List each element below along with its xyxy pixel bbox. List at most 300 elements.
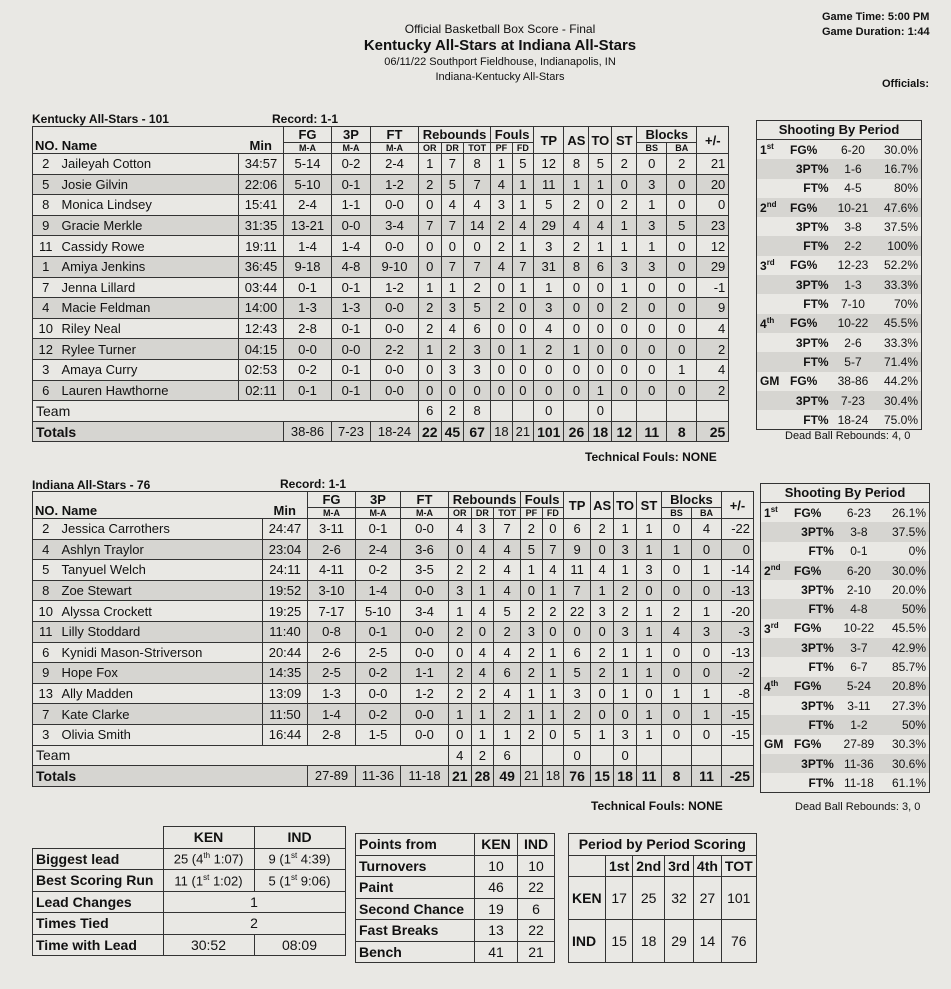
stat-ft: 1-2 — [401, 683, 449, 704]
stat-tot: 7 — [464, 256, 491, 277]
shooting-period — [761, 599, 794, 618]
shooting-made-attempted: 2-2 — [832, 236, 875, 255]
stat-dr: 5 — [441, 174, 464, 195]
stat-bs: 4 — [661, 621, 691, 642]
shooting-period — [757, 179, 790, 198]
shooting-period — [757, 294, 790, 313]
stat-tot: 3 — [464, 339, 491, 360]
stat-st: 1 — [636, 642, 661, 663]
stat-pm: 4 — [697, 318, 729, 339]
shooting-percentage: 33.3% — [874, 275, 921, 294]
rebounds-header: Rebounds — [419, 127, 491, 143]
team-fd — [512, 401, 533, 422]
report-header — [0, 22, 951, 85]
player-number: 2 — [33, 154, 59, 175]
shooting-label: FT% — [794, 599, 837, 618]
stat-pf: 3 — [521, 621, 542, 642]
stat-dr: 7 — [441, 154, 464, 175]
stat-to: 2 — [614, 601, 637, 622]
stat-ba: 0 — [691, 580, 721, 601]
stat-as: 2 — [591, 519, 614, 540]
stat-p3: 0-1 — [332, 359, 371, 380]
player-row — [33, 519, 754, 540]
stat-pm: -15 — [721, 724, 753, 745]
stat-or: 2 — [449, 621, 472, 642]
stat-pm: 2 — [697, 339, 729, 360]
stat-to: 1 — [589, 174, 612, 195]
stat-as: 4 — [591, 560, 614, 581]
player-name: Riley Neal — [59, 318, 239, 339]
total-fg: 27-89 — [308, 766, 356, 787]
total-pf: 21 — [521, 766, 542, 787]
stat-fd: 1 — [512, 277, 533, 298]
stat-bs: 0 — [637, 380, 667, 401]
player-number: 6 — [33, 642, 59, 663]
shooting-percentage: 27.3% — [891, 698, 926, 713]
fouls-header: Fouls — [491, 127, 534, 143]
shooting-made-attempted: 0-1 — [850, 544, 868, 559]
shooting-made-attempted: 6-20 — [837, 561, 881, 580]
stat-pm: 4 — [697, 359, 729, 380]
shooting-percentage: 45.5% — [891, 621, 926, 636]
team-as — [591, 745, 614, 766]
stat-ba: 0 — [691, 663, 721, 684]
total-bs: 11 — [637, 421, 667, 442]
stat-ft: 0-0 — [371, 359, 419, 380]
period-scoring-title: Period by Period Scoring — [569, 834, 757, 856]
stat-ft: 1-1 — [401, 663, 449, 684]
player-name: Jenna Lillard — [59, 277, 239, 298]
stat-dr: 2 — [471, 683, 494, 704]
stat-fg: 2-6 — [308, 642, 356, 663]
stat-p3: 0-2 — [332, 154, 371, 175]
stat-dr: 2 — [471, 560, 494, 581]
ft-ma-header: M-A — [401, 508, 449, 519]
shooting-label: FG% — [794, 677, 837, 696]
stat-min: 24:11 — [263, 560, 308, 581]
player-name: Kynidi Mason-Striverson — [59, 642, 263, 663]
stat-min: 34:57 — [239, 154, 284, 175]
points-from-row — [356, 941, 555, 963]
player-row — [33, 724, 754, 745]
team-st — [636, 745, 661, 766]
player-number: 7 — [33, 704, 59, 725]
indiana-shooting-by-period — [760, 483, 930, 793]
period-score: 17 — [606, 877, 633, 920]
points-from-ind: 22 — [518, 877, 555, 899]
p3-ma-header: M-A — [356, 508, 401, 519]
stat-st: 1 — [612, 277, 637, 298]
shooting-percentage: 85.7% — [891, 660, 926, 675]
player-name: Zoe Stewart — [59, 580, 263, 601]
stat-to: 3 — [614, 621, 637, 642]
points-from-ind: 6 — [518, 898, 555, 920]
stat-dr: 7 — [441, 215, 464, 236]
stat-fg: 5-10 — [284, 174, 332, 195]
stat-min: 23:04 — [263, 539, 308, 560]
stat-tp: 1 — [534, 277, 564, 298]
shooting-percentage: 26.1% — [891, 505, 926, 520]
stat-pf: 5 — [521, 539, 542, 560]
stat-tp: 9 — [564, 539, 591, 560]
stat-dr: 1 — [471, 704, 494, 725]
player-row — [33, 539, 754, 560]
points-from-title: Points from — [356, 834, 475, 856]
player-number: 8 — [33, 580, 59, 601]
stat-to: 0 — [589, 195, 612, 216]
points-from-ind: 22 — [518, 920, 555, 942]
total-bs: 8 — [661, 766, 691, 787]
period-suffix: nd — [766, 200, 777, 210]
stat-min: 03:44 — [239, 277, 284, 298]
shooting-percentage: 44.2% — [883, 374, 918, 389]
stat-tp: 0 — [534, 380, 564, 401]
shooting-row — [757, 352, 921, 371]
stat-dr: 0 — [471, 621, 494, 642]
game-duration: Game Duration: 1:44 — [822, 26, 930, 38]
player-name: Josie Gilvin — [59, 174, 239, 195]
shooting-label: FG% — [790, 258, 818, 273]
stat-pm: -14 — [721, 560, 753, 581]
stat-to: 3 — [614, 539, 637, 560]
player-name: Kate Clarke — [59, 704, 263, 725]
stat-as: 4 — [564, 215, 589, 236]
player-number: 1 — [33, 256, 59, 277]
total-fd: 18 — [542, 766, 563, 787]
shooting-percentage: 20.8% — [881, 677, 929, 696]
plus-minus-header: +/- — [697, 127, 729, 154]
points-from-ind: 10 — [518, 855, 555, 877]
points-from-row — [356, 855, 555, 877]
player-number: 4 — [33, 539, 59, 560]
stat-st: 0 — [612, 339, 637, 360]
shooting-row — [761, 542, 929, 561]
to-header: TO — [614, 492, 637, 519]
stat-p3: 5-10 — [356, 601, 401, 622]
officials-label: Officials: — [882, 78, 930, 90]
shooting-percentage: 20.0% — [891, 582, 926, 597]
stat-or: 0 — [419, 236, 442, 257]
total-as: 15 — [591, 766, 614, 787]
team-st — [612, 401, 637, 422]
stat-dr: 0 — [441, 380, 464, 401]
stat-to: 1 — [614, 519, 637, 540]
shooting-percentage: 42.9% — [881, 638, 929, 657]
player-number: 4 — [33, 298, 59, 319]
stat-or: 1 — [449, 704, 472, 725]
shooting-period — [757, 140, 790, 159]
stat-as: 0 — [591, 539, 614, 560]
shooting-row — [757, 333, 921, 352]
period-team-row — [569, 877, 757, 920]
shooting-title: Shooting By Period — [761, 484, 929, 503]
shooting-row — [761, 677, 929, 696]
kentucky-dead-ball-rebounds: Dead Ball Rebounds: 4, 0 — [785, 430, 911, 442]
stat-dr: 2 — [441, 339, 464, 360]
pf-header: PF — [491, 143, 512, 154]
shooting-row — [761, 522, 929, 541]
stat-tp: 5 — [564, 724, 591, 745]
shooting-period — [761, 580, 794, 599]
shooting-made-attempted: 3-8 — [837, 522, 881, 541]
stat-or: 1 — [419, 339, 442, 360]
ft-ma-header: M-A — [371, 143, 419, 154]
total-dr: 45 — [441, 421, 464, 442]
stat-pf: 2 — [521, 642, 542, 663]
shooting-made-attempted: 11-36 — [837, 754, 881, 773]
period-number: GM — [764, 737, 784, 752]
shooting-percentage: 50% — [881, 715, 929, 734]
player-name: Amiya Jenkins — [59, 256, 239, 277]
stat-fd: 0 — [512, 318, 533, 339]
total-to: 18 — [614, 766, 637, 787]
stat-as: 0 — [564, 380, 589, 401]
stat-st: 1 — [636, 663, 661, 684]
stat-p3: 0-1 — [332, 277, 371, 298]
shooting-label: FT% — [794, 715, 837, 734]
period-team-row — [569, 920, 757, 963]
stat-fg: 2-8 — [308, 724, 356, 745]
stat-to: 0 — [589, 339, 612, 360]
shooting-row — [757, 179, 921, 198]
player-name: Amaya Curry — [59, 359, 239, 380]
points-from-ken: 46 — [475, 877, 518, 899]
times-tied-label: Times Tied — [33, 913, 164, 935]
stat-tp: 7 — [564, 580, 591, 601]
stat-to: 0 — [614, 704, 637, 725]
player-row — [33, 236, 729, 257]
shooting-made-attempted: 4-8 — [837, 599, 881, 618]
stat-fd: 1 — [512, 174, 533, 195]
stat-ft: 3-4 — [371, 215, 419, 236]
player-row — [33, 174, 729, 195]
period-number: 2 — [760, 201, 767, 216]
stat-p3: 4-8 — [332, 256, 371, 277]
stat-or: 0 — [449, 642, 472, 663]
shooting-period — [761, 619, 794, 638]
stat-tot: 2 — [464, 277, 491, 298]
stat-tp: 22 — [564, 601, 591, 622]
fd-header: FD — [542, 508, 563, 519]
total-ba: 8 — [667, 421, 697, 442]
stat-or: 2 — [419, 318, 442, 339]
stat-st: 2 — [612, 154, 637, 175]
stat-tot: 4 — [494, 560, 521, 581]
stat-pm: 9 — [697, 298, 729, 319]
stat-ba: 0 — [667, 298, 697, 319]
player-number: 11 — [33, 236, 59, 257]
player-name: Alyssa Crockett — [59, 601, 263, 622]
points-from-label: Second Chance — [356, 898, 475, 920]
stat-ba: 3 — [691, 621, 721, 642]
stat-ba: 5 — [667, 215, 697, 236]
stat-min: 12:43 — [239, 318, 284, 339]
points-from-label: Paint — [356, 877, 475, 899]
stat-ba: 4 — [691, 519, 721, 540]
total-or: 22 — [419, 421, 442, 442]
shooting-row — [757, 159, 921, 178]
stat-fd: 0 — [542, 621, 563, 642]
totals-row — [33, 421, 729, 442]
points-from-ken: 10 — [475, 855, 518, 877]
player-name: Gracie Merkle — [59, 215, 239, 236]
lead-changes-value: 1 — [163, 891, 345, 913]
stat-bs: 3 — [637, 174, 667, 195]
stat-p3: 0-0 — [332, 339, 371, 360]
shooting-label: FG% — [790, 314, 832, 333]
shooting-label: 3PT% — [794, 638, 837, 657]
shooting-label: 3PT% — [794, 754, 837, 773]
min-header: Min — [239, 127, 284, 154]
player-name: Ally Madden — [59, 683, 263, 704]
stat-as: 0 — [591, 621, 614, 642]
stat-fg: 5-14 — [284, 154, 332, 175]
shooting-made-attempted: 12-23 — [837, 258, 869, 273]
stat-ft: 2-4 — [371, 154, 419, 175]
stat-st: 0 — [612, 380, 637, 401]
stat-dr: 3 — [471, 519, 494, 540]
period-score: 25 — [633, 877, 665, 920]
stat-bs: 0 — [661, 519, 691, 540]
stat-p3: 0-0 — [356, 683, 401, 704]
total-tot: 67 — [464, 421, 491, 442]
period-score: 29 — [665, 920, 694, 963]
period-scoring-table — [568, 833, 757, 963]
stat-fd: 5 — [512, 154, 533, 175]
stat-or: 4 — [449, 519, 472, 540]
stat-or: 3 — [449, 580, 472, 601]
stat-pf: 0 — [491, 339, 512, 360]
stat-ft: 0-0 — [401, 724, 449, 745]
shooting-label: 3PT% — [790, 391, 832, 410]
stat-tp: 11 — [534, 174, 564, 195]
times-tied-value: 2 — [163, 913, 345, 935]
fg-header: FG — [308, 492, 356, 508]
stat-ba: 0 — [667, 339, 697, 360]
stat-min: 24:47 — [263, 519, 308, 540]
player-row — [33, 560, 754, 581]
shooting-made-attempted: 5-24 — [837, 677, 881, 696]
shooting-row — [761, 599, 929, 618]
stat-bs: 1 — [661, 683, 691, 704]
rebounds-header: Rebounds — [449, 492, 521, 508]
period-suffix: st — [203, 872, 210, 882]
as-header: AS — [564, 127, 589, 154]
pf-header: PF — [521, 508, 542, 519]
kentucky-record: Record: 1-1 — [272, 112, 339, 126]
player-row — [33, 195, 729, 216]
points-from-ind: 21 — [518, 941, 555, 963]
shooting-made-attempted: 11-18 — [843, 775, 874, 790]
player-number: 7 — [33, 277, 59, 298]
stat-st: 1 — [636, 539, 661, 560]
stat-fd: 1 — [542, 683, 563, 704]
stat-bs: 0 — [661, 724, 691, 745]
team-tot: 8 — [464, 401, 491, 422]
shooting-percentage: 30.3% — [891, 737, 926, 752]
lead-changes-label: Lead Changes — [33, 891, 164, 913]
stat-tot: 4 — [494, 683, 521, 704]
summary-label: Biggest lead — [33, 848, 164, 870]
shooting-period — [761, 735, 794, 754]
shooting-period — [757, 410, 790, 429]
shooting-made-attempted: 10-22 — [832, 314, 875, 333]
stat-st: 1 — [636, 601, 661, 622]
stat-bs: 0 — [661, 580, 691, 601]
total-pf: 18 — [491, 421, 512, 442]
summary-label: Best Scoring Run — [33, 870, 164, 892]
stat-pf: 0 — [521, 580, 542, 601]
shooting-period — [757, 372, 790, 391]
shooting-period — [761, 561, 794, 580]
stat-ba: 0 — [667, 256, 697, 277]
shooting-row — [757, 236, 921, 255]
period-number: 1 — [764, 506, 771, 521]
indiana-dead-ball-rebounds: Dead Ball Rebounds: 3, 0 — [795, 801, 921, 813]
to-header: TO — [589, 127, 612, 154]
shooting-row — [761, 657, 929, 676]
team-bs — [637, 401, 667, 422]
period-number: 3 — [764, 621, 771, 636]
shooting-made-attempted: 6-7 — [850, 660, 868, 675]
player-name: Ashlyn Traylor — [59, 539, 263, 560]
shooting-row — [761, 696, 929, 715]
period-header: 2nd — [633, 855, 665, 877]
game-time: Game Time: 5:00 PM — [822, 11, 930, 23]
stat-or: 0 — [419, 380, 442, 401]
stat-to: 4 — [589, 215, 612, 236]
stat-ft: 1-2 — [371, 174, 419, 195]
shooting-period — [757, 217, 790, 236]
shooting-label: FT% — [803, 412, 829, 427]
stat-or: 0 — [449, 724, 472, 745]
totals-label: Totals — [33, 766, 308, 787]
stat-to: 1 — [614, 683, 637, 704]
shooting-label: 3PT% — [801, 582, 834, 597]
stat-as: 0 — [564, 359, 589, 380]
shooting-label: FG% — [790, 142, 818, 157]
shooting-made-attempted: 6-23 — [846, 505, 871, 520]
player-name: Jaileyah Cotton — [59, 154, 239, 175]
stat-as: 8 — [564, 256, 589, 277]
stat-dr: 3 — [441, 298, 464, 319]
stat-ba: 0 — [667, 195, 697, 216]
period-number: 2 — [764, 564, 771, 579]
total-fd: 21 — [512, 421, 533, 442]
team-dr: 2 — [471, 745, 494, 766]
time-with-lead-label: Time with Lead — [33, 934, 164, 956]
period-suffix: st — [770, 505, 778, 515]
shooting-label: FG% — [794, 737, 822, 752]
shooting-made-attempted: 38-86 — [837, 374, 869, 389]
player-row — [33, 154, 729, 175]
stat-fd: 1 — [542, 663, 563, 684]
shooting-row — [761, 503, 929, 522]
shooting-row — [761, 735, 929, 754]
team-label: Team — [33, 745, 449, 766]
stat-fg: 2-6 — [308, 539, 356, 560]
ba-header: BA — [667, 143, 697, 154]
stat-tp: 2 — [564, 704, 591, 725]
stat-fg: 2-8 — [284, 318, 332, 339]
stat-as: 2 — [591, 663, 614, 684]
player-row — [33, 359, 729, 380]
stat-tp: 0 — [534, 359, 564, 380]
stat-pm: -8 — [721, 683, 753, 704]
shooting-row — [761, 561, 929, 580]
ft-header: FT — [371, 127, 419, 143]
shooting-label: 3PT% — [801, 698, 834, 713]
